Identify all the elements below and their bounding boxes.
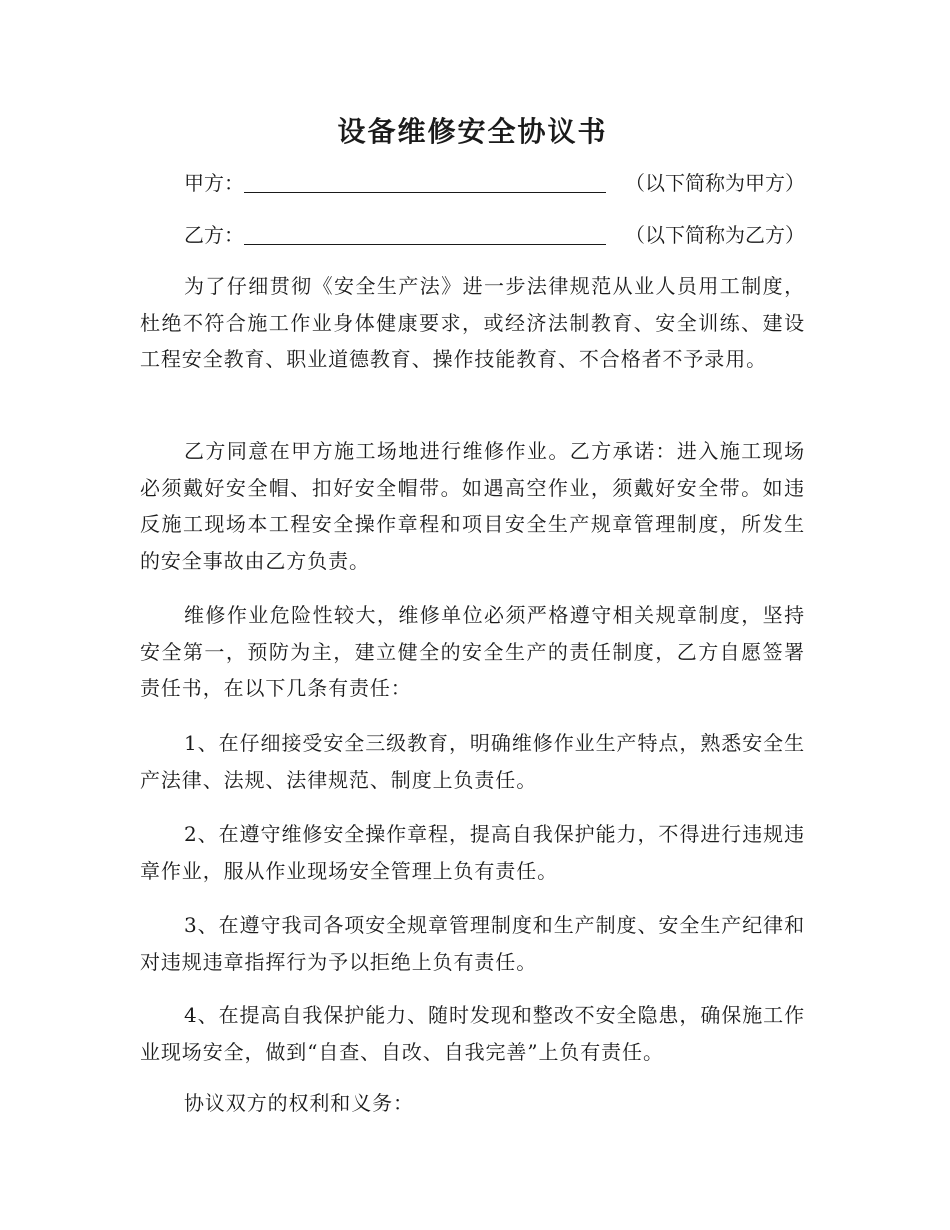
party-b-line	[140, 217, 805, 253]
party-a-label: 甲方：	[184, 171, 244, 195]
party-b-note: （以下简称为乙方）	[625, 223, 805, 247]
paragraph-responsibility-intro: 维修作业危险性较大，维修单位必须严格遵守相关规章制度，坚持安全第一，预防为主，建立健全的安全生产的责任制度，乙方自愿签署责任书，在以下几条有责任：	[140, 603, 805, 700]
paragraph-item-4: 4、在提高自我保护能力、随时发现和整改不安全隐患，确保施工作业现场安全，做到“自查、自改、自我完善”上负有责任。	[140, 1003, 805, 1064]
document-title: 设备维修安全协议书	[337, 115, 608, 148]
paragraph-purpose: 为了仔细贯彻《安全生产法》进一步法律规范从业人员用工制度，杜绝不符合施工作业身体健康要求，或经济法制教育、安全训练、建设工程安全教育、职业道德教育、操作技能教育、不合格者不予录用。	[140, 274, 805, 371]
paragraph-rights-heading: 协议双方的权利和义务：	[184, 1091, 414, 1115]
paragraph-item-3: 3、在遵守我司各项安全规章管理制度和生产制度、安全生产纪律和对违规违章指挥行为予以拒绝上负有责任。	[140, 913, 805, 974]
paragraph-party-b-commitment: 乙方同意在甲方施工场地进行维修作业。乙方承诺：进入施工现场必须戴好安全帽、扣好安全帽带。如遇高空作业，须戴好安全带。如违反施工现场本工程安全操作章程和项目安全生产规章管理制度，所发生的安全事故由乙方负责。	[140, 439, 805, 573]
paragraph-item-1: 1、在仔细接受安全三级教育，明确维修作业生产特点，熟悉安全生产法律、法规、法律规范、制度上负责任。	[140, 731, 805, 792]
party-b-blank	[244, 222, 606, 245]
party-a-line	[140, 165, 805, 201]
paragraph-item-2: 2、在遵守维修安全操作章程，提高自我保护能力，不得进行违规违章作业，服从作业现场安全管理上负有责任。	[140, 822, 805, 883]
party-b-label: 乙方：	[184, 223, 244, 247]
party-a-blank	[244, 170, 606, 193]
party-a-note: （以下简称为甲方）	[625, 171, 805, 195]
